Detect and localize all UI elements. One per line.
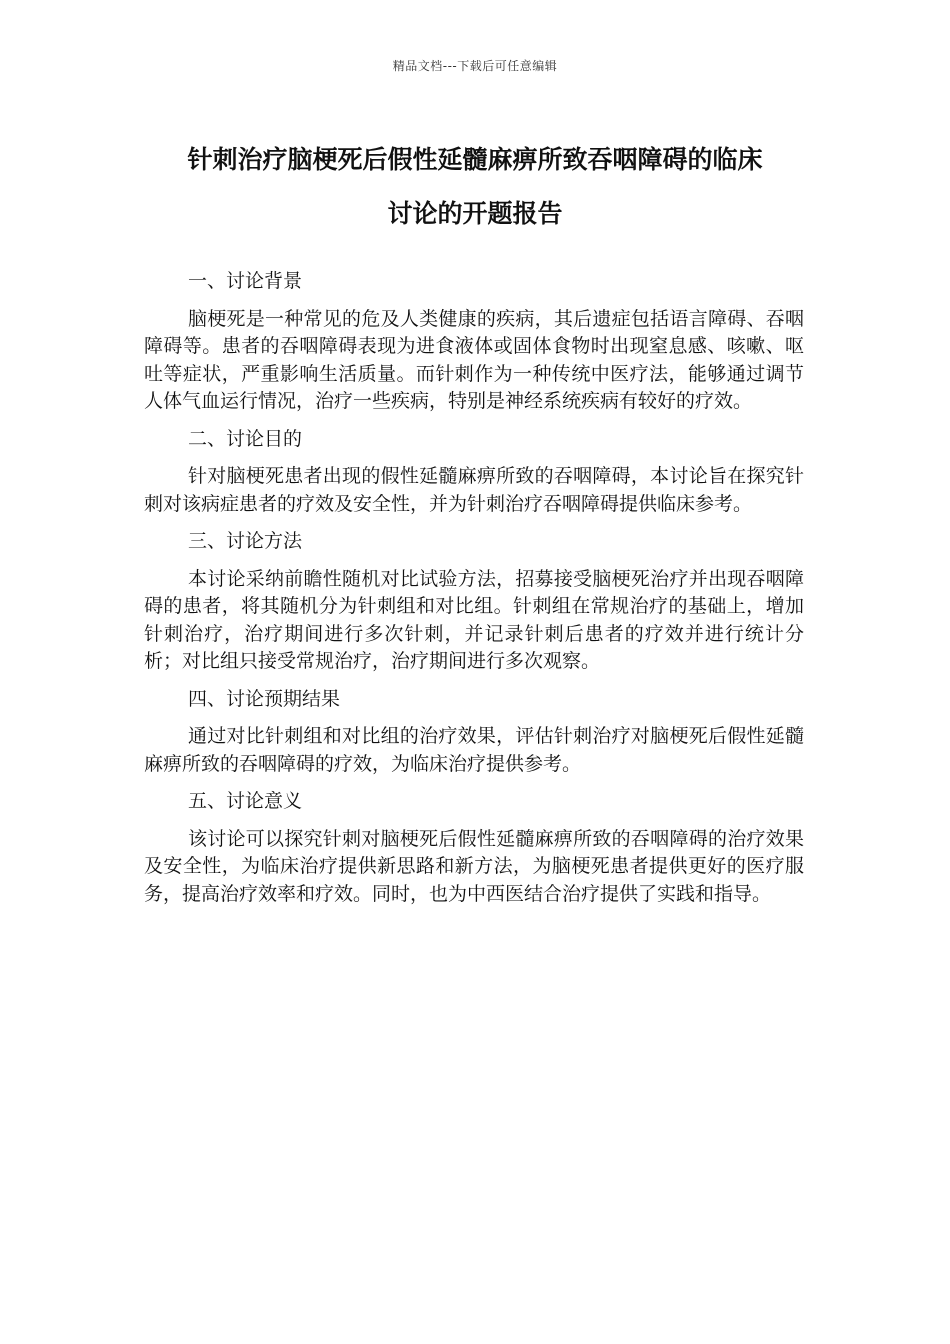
section-heading: 三、讨论方法: [188, 530, 303, 552]
section-heading: 五、讨论意义: [188, 790, 303, 812]
page-header: 精品文档---下载后可任意编辑: [392, 59, 558, 73]
document-body: [144, 268, 804, 918]
section-significance: [144, 788, 804, 908]
section-heading: 一、讨论背景: [188, 270, 303, 292]
section-heading: 二、讨论目的: [188, 427, 303, 450]
section-paragraph: 该讨论可以探究针刺对脑梗死后假性延髓麻痹所致的吞咽障碍的治疗效果及安全性，为临床治疗提供新思路和新方法，为脑梗死患者提供更好的医疗服务，提高治疗效率和疗效。同时，也为中西医结合治疗提供了实践和指导。: [144, 827, 804, 905]
document-title-line-1: 针刺治疗脑梗死后假性延髓麻痹所致吞咽障碍的临床: [187, 145, 763, 174]
section-background: [144, 268, 804, 416]
section-heading: 四、讨论预期结果: [188, 687, 341, 710]
document-title-line-2: 讨论的开题报告: [387, 199, 563, 228]
section-paragraph: 脑梗死是一种常见的危及人类健康的疾病，其后遗症包括语言障碍、吞咽障碍等。患者的吞咽障碍表现为进食液体或固体食物时出现窒息感、咳嗽、呕吐等症状，严重影响生活质量。而针刺作为一种传统中医疗法，能够通过调节人体气血运行情况，治疗一些疾病，特别是神经系统疾病有较好的疗效。: [144, 307, 804, 412]
section-expected-results: [144, 686, 804, 779]
section-paragraph: 通过对比针刺组和对比组的治疗效果，评估针刺治疗对脑梗死后假性延髓麻痹所致的吞咽障碍的疗效，为临床治疗提供参考。: [144, 725, 804, 775]
document-title: [140, 133, 810, 241]
section-purpose: [144, 426, 804, 519]
section-method: [144, 528, 804, 676]
section-paragraph: 针对脑梗死患者出现的假性延髓麻痹所致的吞咽障碍，本讨论旨在探究针刺对该病症患者的疗效及安全性，并为针刺治疗吞咽障碍提供临床参考。: [144, 465, 804, 515]
section-paragraph: 本讨论采纳前瞻性随机对比试验方法，招募接受脑梗死治疗并出现吞咽障碍的患者，将其随机分为针刺组和对比组。针刺组在常规治疗的基础上，增加针刺治疗，治疗期间进行多次针刺，并记录针刺后患者的疗效并进行统计分析；对比组只接受常规治疗，治疗期间进行多次观察。: [144, 567, 804, 672]
